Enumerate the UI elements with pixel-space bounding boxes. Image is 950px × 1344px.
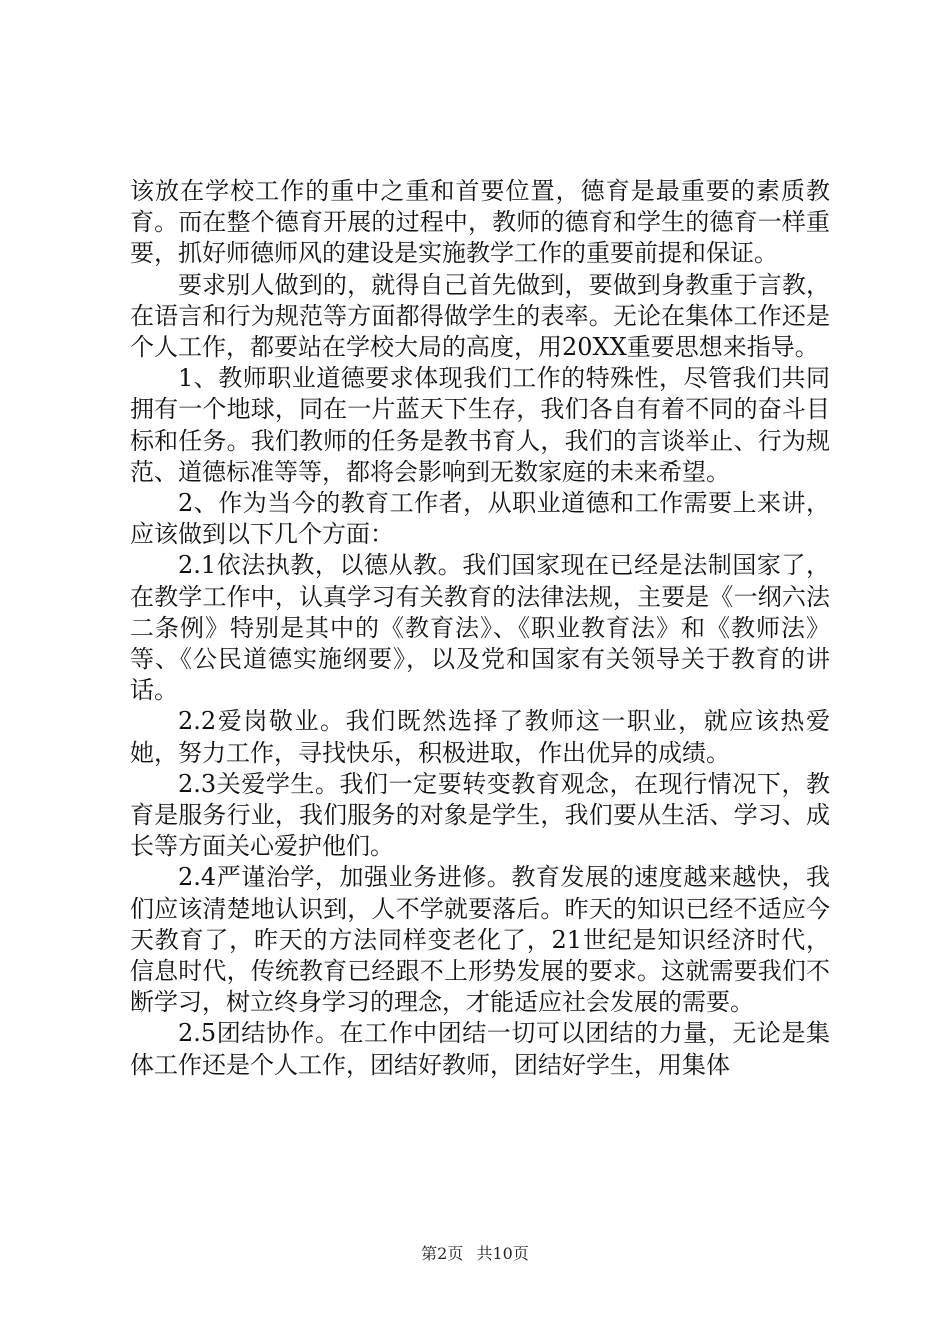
paragraph-5: 2.1依法执教，以德从教。我们国家现在已经是法制国家了，在教学工作中，认真学习有关教育的法律法规，主要是《一纲六法二条例》特别是其中的《教育法》、《职业教育法》和《教师法》等、《公民道德实施纲要》，以及党和国家有关领导关于教育的讲话。: [130, 551, 830, 705]
paragraph-8: 2.4严谨治学，加强业务进修。教育发展的速度越来越快，我们应该清楚地认识到，人不学就要落后。昨天的知识已经不适应今天教育了，昨天的方法同样变老化了，21世纪是知识经济时代，信息时代，传统教育已经跟不上形势发展的要求。这就需要我们不断学习，树立终身学习的理念，才能适应社会发展的需要。: [130, 863, 830, 1017]
paragraph-6: 2.2爱岗敬业。我们既然选择了教师这一职业，就应该热爱她，努力工作，寻找快乐，积极进取，作出优异的成绩。: [130, 707, 830, 767]
paragraph-7: 2.3关爱学生。我们一定要转变教育观念，在现行情况下，教育是服务行业，我们服务的对象是学生，我们要从生活、学习、成长等方面关心爱护他们。: [130, 769, 830, 861]
document-body: [130, 176, 830, 1081]
page-footer: [0, 1244, 950, 1264]
paragraph-9: 2.5团结协作。在工作中团结一切可以团结的力量，无论是集体工作还是个人工作，团结好教师，团结好学生，用集体: [130, 1019, 830, 1079]
paragraph-4: 2、作为当今的教育工作者，从职业道德和工作需要上来讲，应该做到以下几个方面：: [130, 489, 830, 549]
paragraph-3: 1、教师职业道德要求体现我们工作的特殊性，尽管我们共同拥有一个地球，同在一片蓝天下生存，我们各自有着不同的奋斗目标和任务。我们教师的任务是教书育人，我们的言谈举止、行为规范、道德标准等等，都将会影响到无数家庭的未来希望。: [130, 364, 830, 486]
page-total: 共10页: [476, 1244, 529, 1263]
paragraph-1: 该放在学校工作的重中之重和首要位置，德育是最重要的素质教育。而在整个德育开展的过程中，教师的德育和学生的德育一样重要，抓好师德师风的建设是实施教学工作的重要前提和保证。: [130, 177, 830, 268]
paragraph-2: 要求别人做到的，就得自己首先做到，要做到身教重于言教，在语言和行为规范等方面都得做学生的表率。无论在集体工作还是个人工作，都要站在学校大局的高度，用20XX重要思想来指导。: [130, 270, 830, 362]
page-number: 第2页: [421, 1244, 464, 1263]
